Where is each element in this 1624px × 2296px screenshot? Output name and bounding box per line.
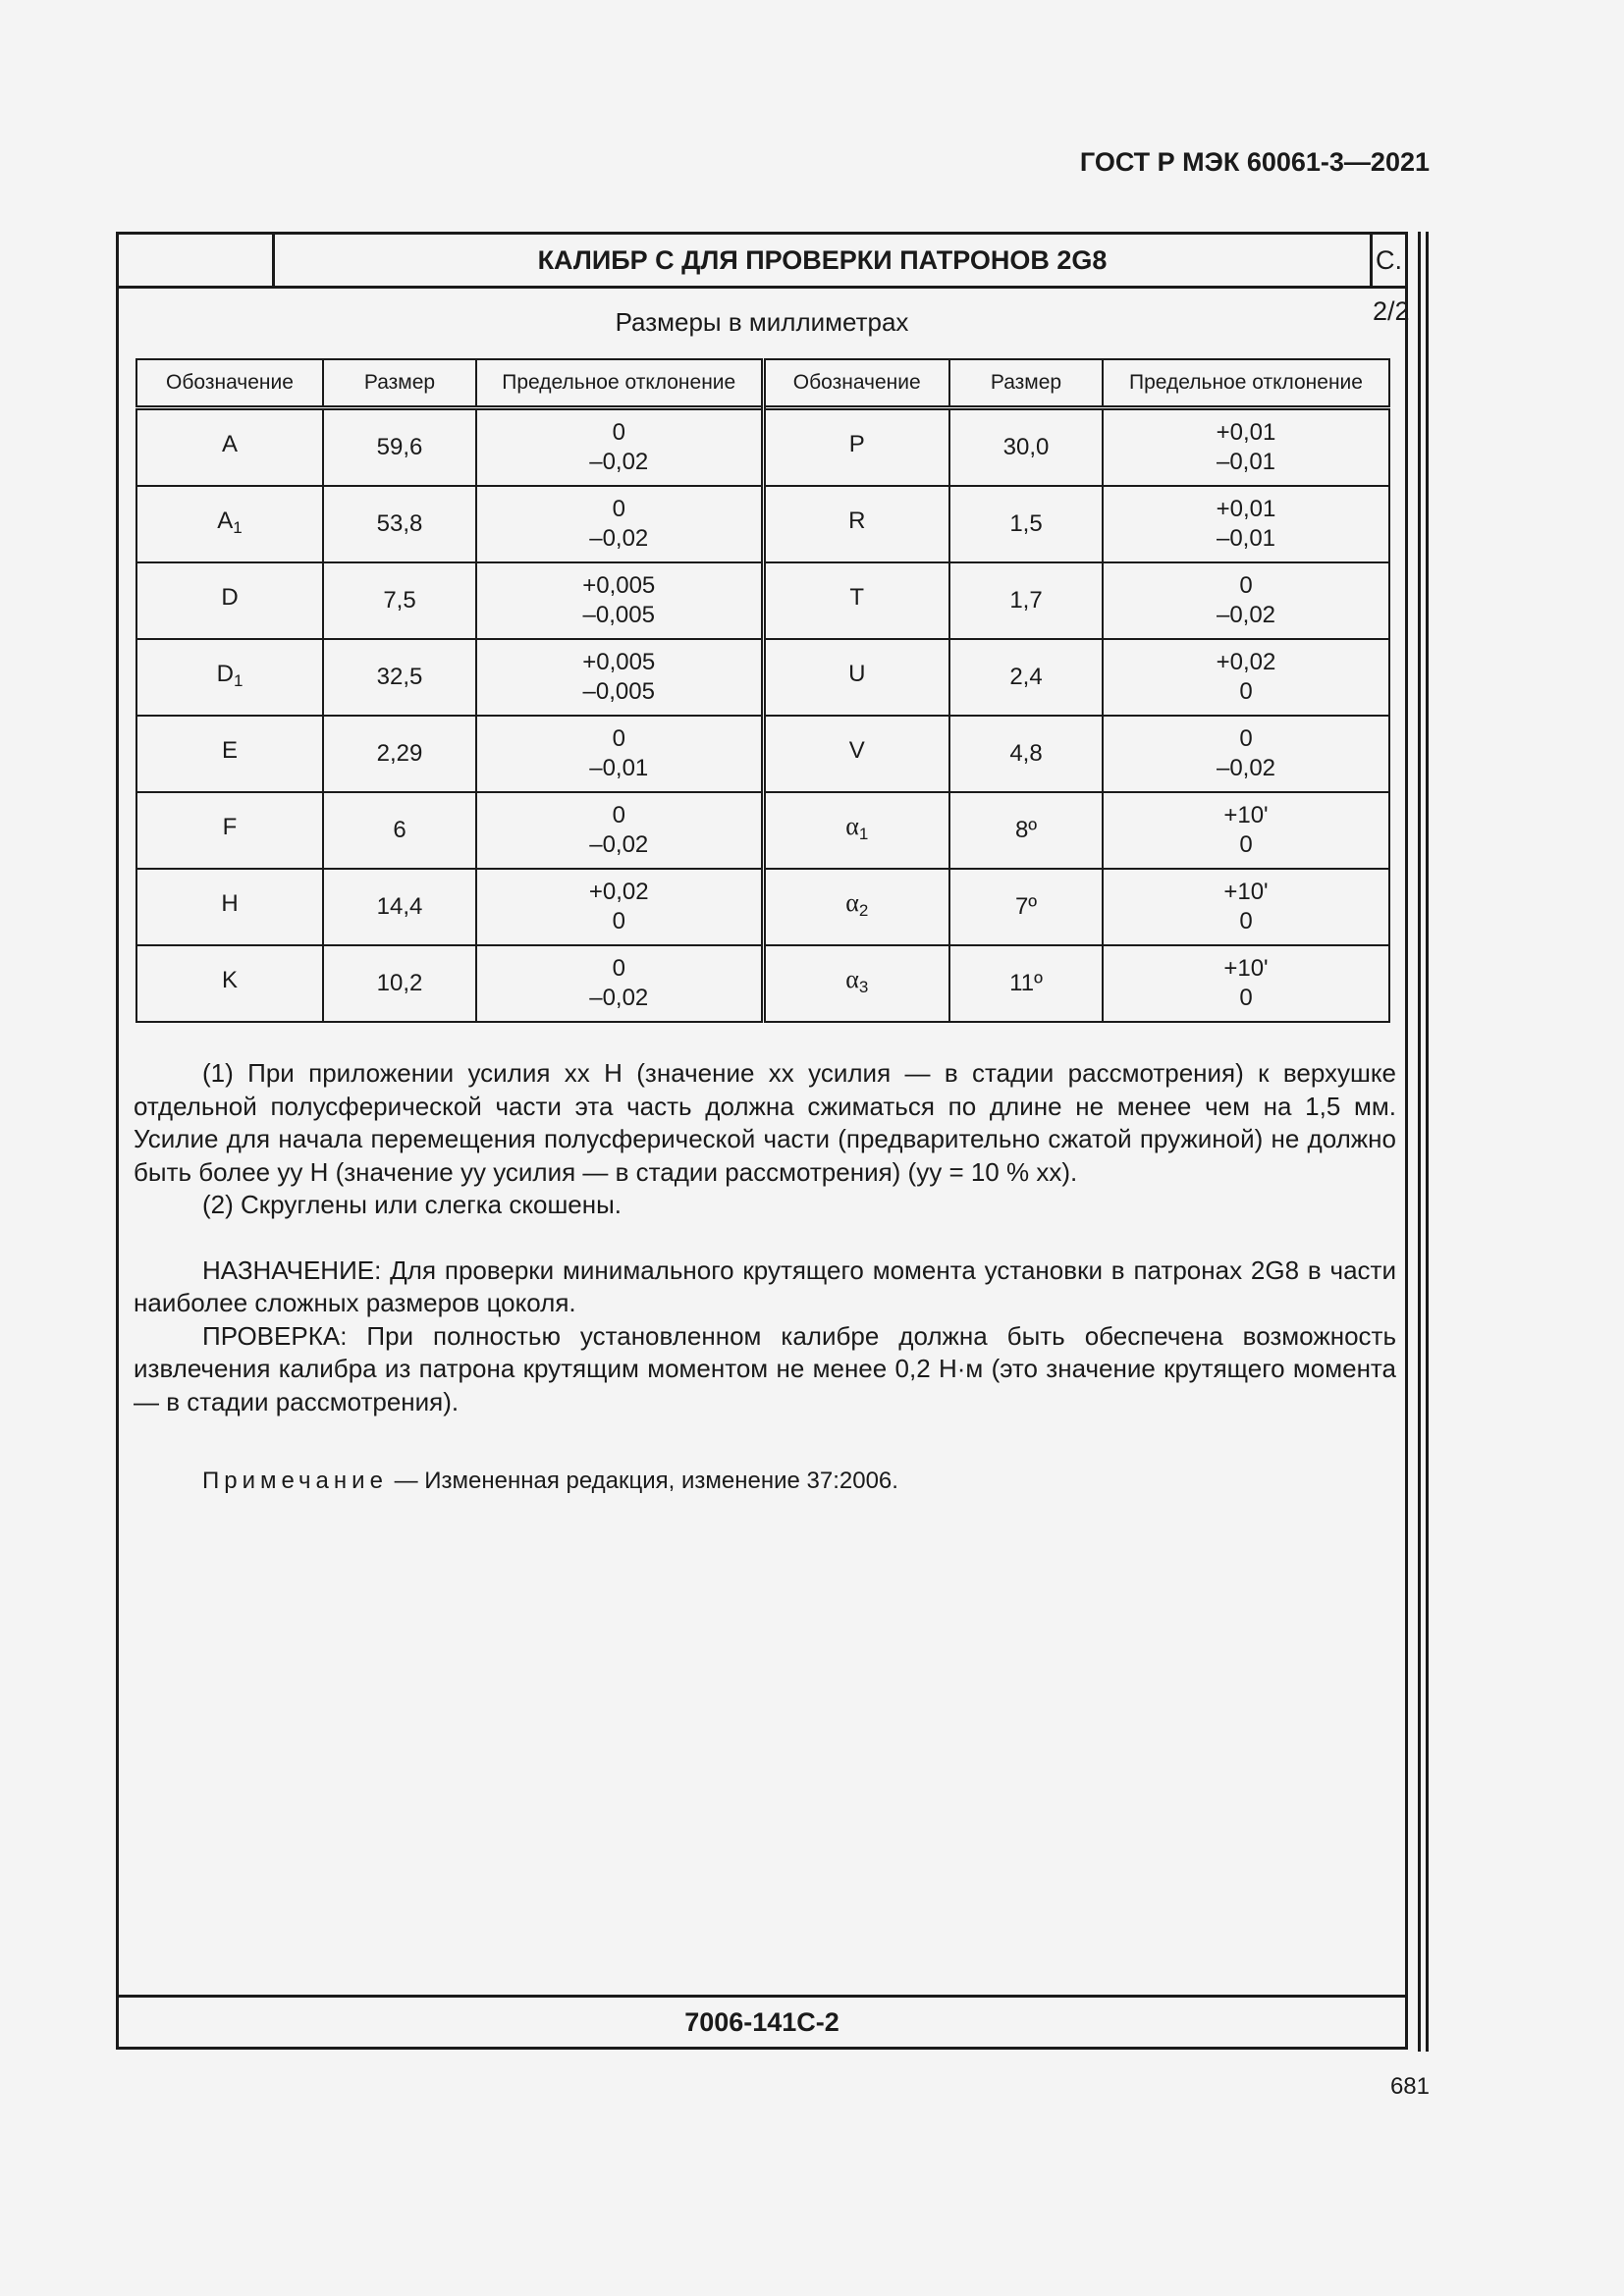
upper-deviation: +0,005 (582, 649, 656, 675)
lower-deviation: –0,005 (582, 678, 655, 705)
lower-deviation: –0,01 (589, 755, 649, 781)
tolerance-cell (476, 639, 763, 716)
column-header: Предельное отклонение (476, 359, 763, 408)
designation-symbol: F (222, 813, 238, 840)
designation-cell (763, 716, 949, 792)
table-row (136, 869, 1389, 945)
upper-deviation: 0 (612, 802, 625, 828)
upper-deviation: 0 (1239, 725, 1253, 752)
lower-deviation: –0,005 (582, 602, 655, 628)
designation-symbol: α (845, 812, 859, 840)
table-row (136, 408, 1389, 487)
tolerance-cell (476, 869, 763, 945)
designation-symbol: P (848, 430, 865, 457)
tolerance-cell (1103, 792, 1389, 869)
lower-deviation: 0 (1239, 831, 1253, 858)
designation-cell (763, 408, 949, 487)
lower-deviation: –0,02 (1216, 755, 1276, 781)
designation-subscript: 1 (233, 670, 244, 690)
header-blank-cell (119, 235, 275, 286)
size-cell: 4,8 (949, 716, 1103, 792)
designation-cell (136, 716, 323, 792)
lower-deviation: –0,02 (589, 985, 649, 1011)
upper-deviation: +0,01 (1216, 419, 1276, 446)
designation-cell (763, 792, 949, 869)
dimensions-table (135, 358, 1390, 1023)
tolerance-cell (1103, 639, 1389, 716)
lower-deviation: –0,02 (589, 449, 649, 475)
table-row (136, 716, 1389, 792)
sheet-title: КАЛИБР С ДЛЯ ПРОВЕРКИ ПАТРОНОВ 2G8 (275, 235, 1373, 286)
table-header-row (136, 359, 1389, 408)
table-body (136, 408, 1389, 1023)
size-cell: 1,7 (949, 562, 1103, 639)
size-cell: 30,0 (949, 408, 1103, 487)
designation-symbol: T (849, 583, 865, 611)
purpose-paragraph: НАЗНАЧЕНИЕ: Для проверки минимального крутящего момента установки в патронах 2G8 в части наиболее сложных размеров цоколя. (134, 1255, 1396, 1317)
designation-symbol: V (848, 736, 865, 764)
designation-symbol: A (217, 507, 234, 534)
lower-deviation: 0 (1239, 985, 1253, 1011)
designation-subscript: 1 (233, 517, 243, 537)
table-row (136, 562, 1389, 639)
tolerance-cell (476, 945, 763, 1022)
designation-cell (763, 869, 949, 945)
designation-cell (136, 792, 323, 869)
tolerance-cell (1103, 562, 1389, 639)
upper-deviation: +10' (1223, 802, 1269, 828)
tolerance-cell (476, 792, 763, 869)
designation-symbol: D (216, 660, 234, 687)
designation-subscript: 3 (858, 978, 869, 996)
tolerance-cell (1103, 486, 1389, 562)
designation-symbol: A (221, 430, 238, 457)
size-cell: 14,4 (323, 869, 476, 945)
tolerance-cell (476, 562, 763, 639)
size-cell: 6 (323, 792, 476, 869)
designation-cell (763, 486, 949, 562)
upper-deviation: +0,005 (582, 572, 656, 599)
column-header: Размер (949, 359, 1103, 408)
upper-deviation: +10' (1223, 879, 1269, 905)
designation-cell (136, 408, 323, 487)
lower-deviation: 0 (1239, 678, 1253, 705)
tolerance-cell (1103, 716, 1389, 792)
lower-deviation: –0,01 (1216, 525, 1276, 552)
size-cell: 10,2 (323, 945, 476, 1022)
designation-cell (763, 562, 949, 639)
table-row (136, 945, 1389, 1022)
designation-symbol: E (221, 736, 238, 764)
gauge-sheet-frame (116, 232, 1408, 2050)
tolerance-cell (476, 716, 763, 792)
designation-cell (136, 869, 323, 945)
standard-code: ГОСТ Р МЭК 60061-3—2021 (1079, 147, 1430, 177)
size-cell: 7,5 (323, 562, 476, 639)
size-cell: 59,6 (323, 408, 476, 487)
tolerance-cell (1103, 869, 1389, 945)
size-cell: 2,4 (949, 639, 1103, 716)
upper-deviation: +0,02 (588, 879, 649, 905)
size-cell: 1,5 (949, 486, 1103, 562)
designation-symbol: H (221, 889, 239, 917)
designation-symbol: D (221, 583, 239, 611)
check-paragraph: ПРОВЕРКА: При полностью установленном калибре должна быть обеспечена возможность извлечения калибра из патрона крутящим моментом не менее 0,2 Н·м (это значение крутящего момента — в стадии рассмотрения). (134, 1320, 1396, 1416)
upper-deviation: 0 (612, 955, 625, 982)
lower-deviation: –0,02 (1216, 602, 1276, 628)
size-cell: 7º (949, 869, 1103, 945)
upper-deviation: 0 (1239, 572, 1253, 599)
designation-symbol: R (848, 507, 866, 534)
lower-deviation: 0 (612, 908, 625, 934)
table-row (136, 792, 1389, 869)
frame-edge-line (1426, 232, 1429, 2052)
footnote-1: (1) При приложении усилия хх Н (значение хх усилия — в стадии рассмотрения) к верхушке отдельной полусферической части эта часть должна сжиматься по длине не менее чем на 1,5 мм. Усилие для начала перемещения полусферической части (предварительно сжатой пружиной) не должно быть более уу Н (значение уу усилия — в стадии рассмотрения) (уу = 10 % хх). (134, 1058, 1396, 1187)
upper-deviation: 0 (612, 725, 625, 752)
lower-deviation: –0,02 (589, 525, 649, 552)
page-number: 681 (1389, 2073, 1430, 2100)
designation-subscript: 1 (858, 825, 869, 843)
sheet-footer-code: 7006-141С-2 (119, 1995, 1405, 2047)
units-caption: Размеры в миллиметрах (615, 307, 909, 337)
designation-symbol: α (845, 888, 859, 917)
remark-note (202, 1468, 898, 1495)
column-header: Обозначение (136, 359, 323, 408)
tolerance-cell (1103, 408, 1389, 487)
remark-label: Примечание (202, 1468, 388, 1494)
upper-deviation: +0,01 (1216, 496, 1276, 522)
designation-cell (136, 945, 323, 1022)
size-cell: 2,29 (323, 716, 476, 792)
upper-deviation: 0 (612, 419, 625, 446)
column-header: Предельное отклонение (1103, 359, 1389, 408)
remark-text: — Измененная редакция, изменение 37:2006. (387, 1468, 898, 1494)
table-row (136, 639, 1389, 716)
column-header: Обозначение (763, 359, 949, 408)
notes-block (134, 1057, 1396, 1418)
designation-symbol: α (845, 965, 859, 993)
upper-deviation: 0 (612, 496, 625, 522)
designation-symbol: K (221, 966, 238, 993)
designation-cell (136, 562, 323, 639)
designation-cell (763, 639, 949, 716)
size-cell: 32,5 (323, 639, 476, 716)
lower-deviation: –0,01 (1216, 449, 1276, 475)
frame-edge-line (1418, 232, 1421, 2052)
designation-symbol: U (848, 660, 866, 687)
lower-deviation: 0 (1239, 908, 1253, 934)
size-cell: 53,8 (323, 486, 476, 562)
table-row (136, 486, 1389, 562)
designation-subscript: 2 (858, 901, 869, 920)
lower-deviation: –0,02 (589, 831, 649, 858)
upper-deviation: +10' (1223, 955, 1269, 982)
size-cell: 11º (949, 945, 1103, 1022)
tolerance-cell (476, 408, 763, 487)
upper-deviation: +0,02 (1216, 649, 1276, 675)
designation-cell (763, 945, 949, 1022)
sheet-page-indicator: С. 2/2 (1373, 245, 1410, 326)
designation-cell (136, 486, 323, 562)
designation-cell (136, 639, 323, 716)
footnote-2: (2) Скруглены или слегка скошены. (202, 1190, 623, 1219)
tolerance-cell (476, 486, 763, 562)
column-header: Размер (323, 359, 476, 408)
tolerance-cell (1103, 945, 1389, 1022)
size-cell: 8º (949, 792, 1103, 869)
